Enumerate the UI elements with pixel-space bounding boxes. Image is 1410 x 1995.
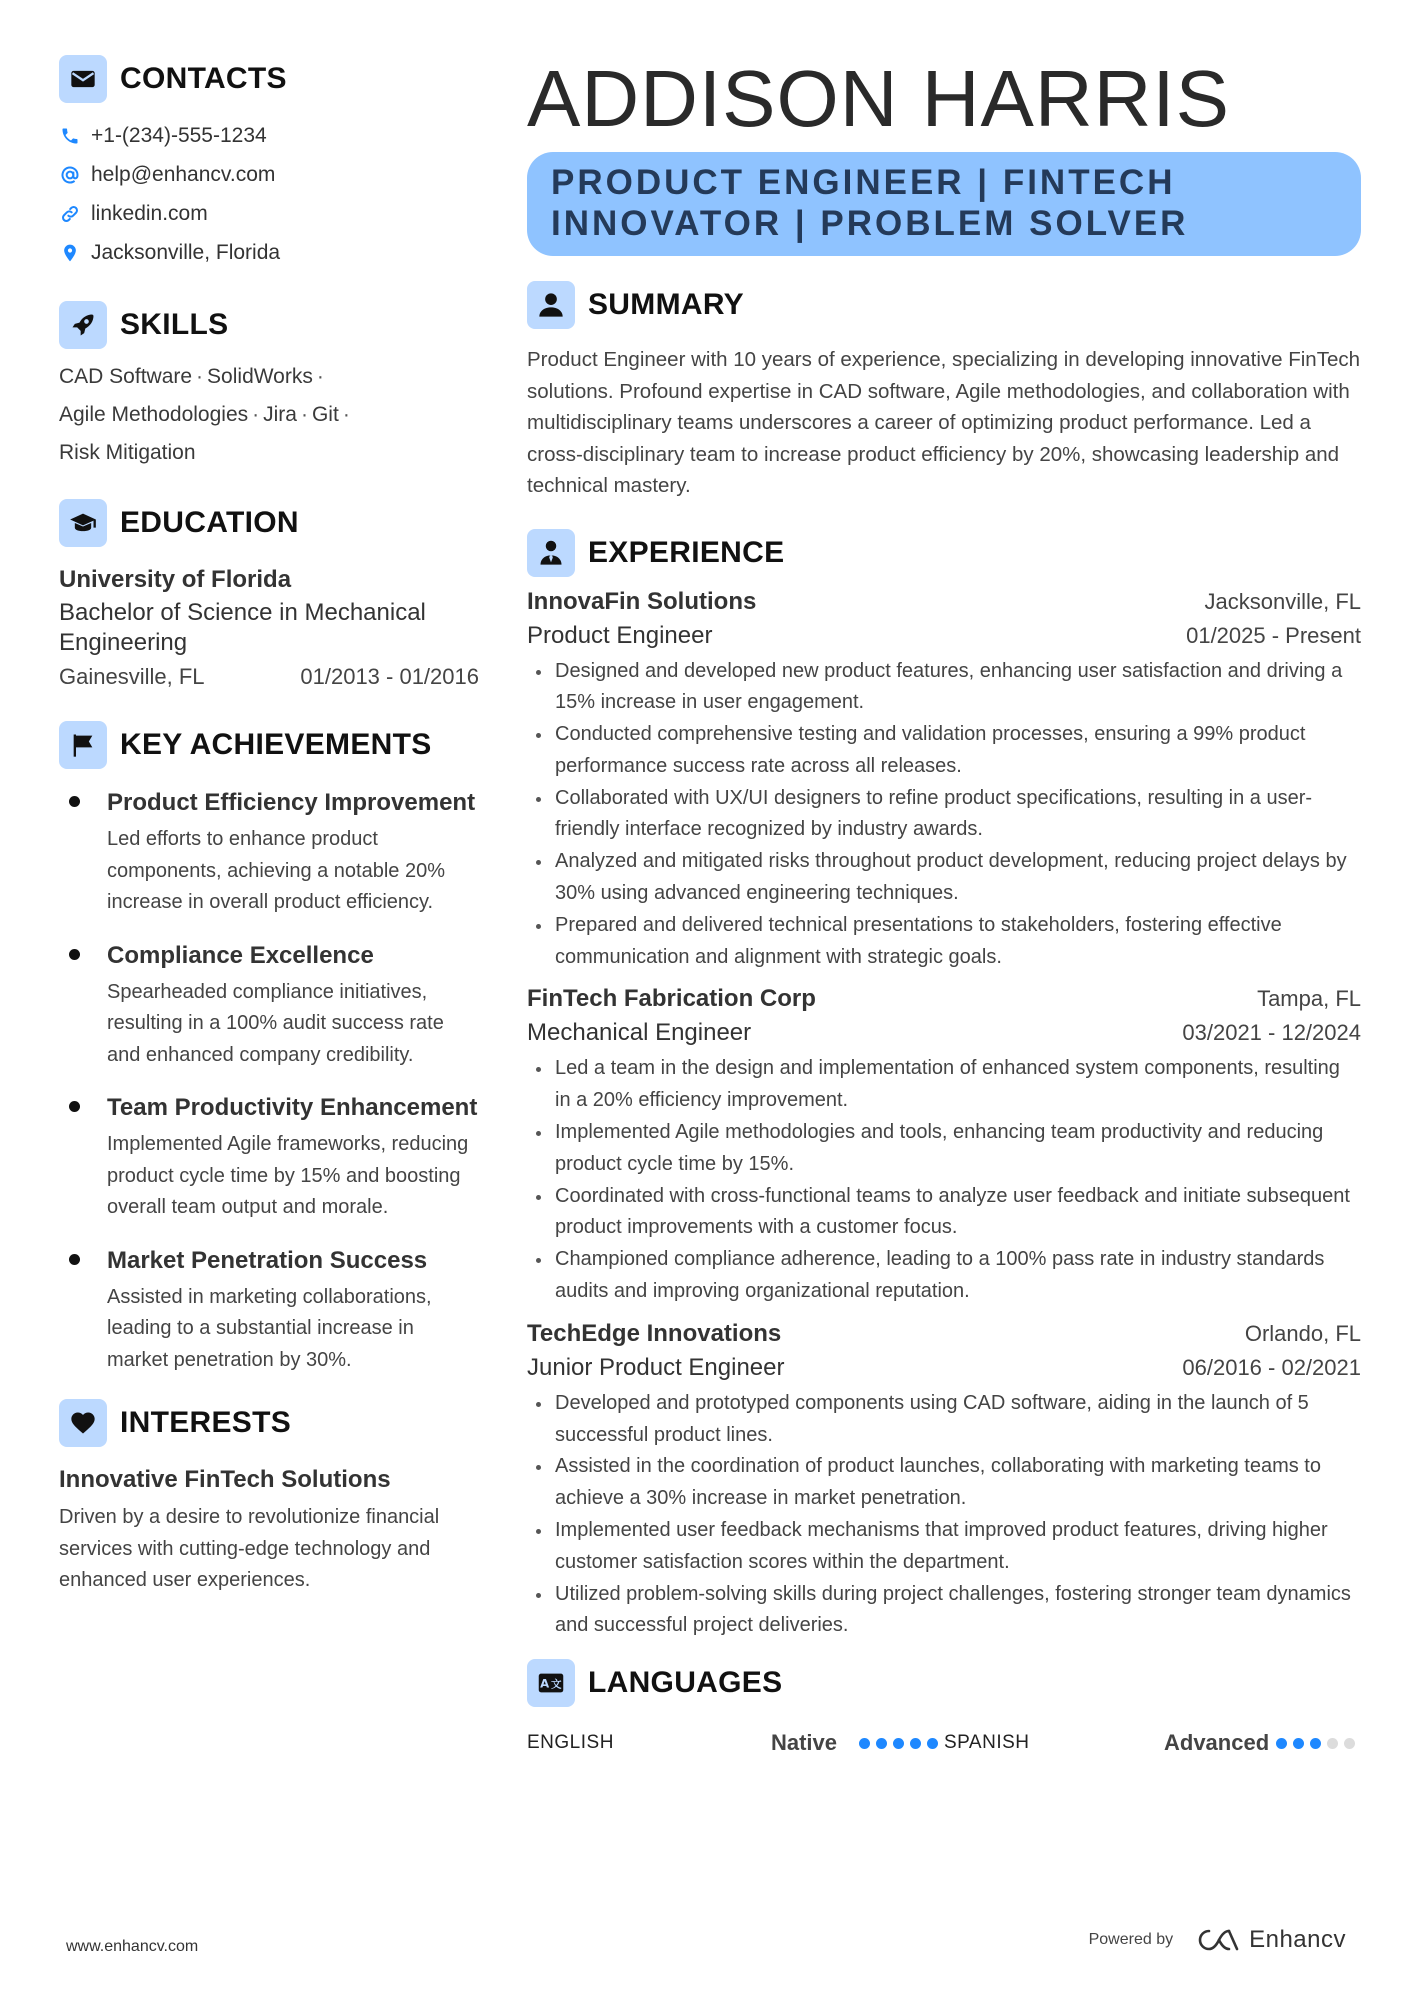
contact-text: help@enhancv.com — [91, 162, 276, 186]
bullet-item: Conducted comprehensive testing and validation processes, ensuring a 99% product performance success rate across all releases. — [527, 719, 1361, 783]
contact-text: Jacksonville, Florida — [91, 240, 281, 264]
interest-title: Innovative FinTech Solutions — [59, 1466, 391, 1493]
bullet-item: Led a team in the design and implementation of enhanced system components, resulting in a 20% efficiency improvement. — [527, 1053, 1361, 1117]
skills-line — [59, 358, 479, 396]
language-level: Advanced — [1164, 1730, 1270, 1756]
proficiency-dot — [876, 1738, 887, 1749]
job-location: Orlando, FL — [1244, 1320, 1361, 1346]
language-item — [944, 1730, 1361, 1756]
skills-line — [59, 434, 479, 472]
language-item — [527, 1730, 944, 1756]
experience-header-row — [527, 588, 1361, 616]
skill-separator: · — [342, 403, 350, 426]
job-location: Jacksonville, FL — [1204, 588, 1361, 614]
skills-line — [59, 396, 479, 434]
envelope-icon — [59, 55, 107, 103]
achievement-description: Implemented Agile frameworks, reducing product cycle time by 15% and boosting overall team output and morale. — [107, 1133, 469, 1218]
achievement-title: Compliance Excellence — [107, 941, 374, 969]
education-degree: Bachelor of Science in Mechanical Engineering — [59, 599, 426, 656]
languages-list — [527, 1726, 1361, 1760]
svg-text:A: A — [540, 1676, 550, 1691]
experience-role-row — [527, 1019, 1361, 1047]
job-dates: 03/2021 - 12/2024 — [1182, 1020, 1361, 1046]
achievement-bullets — [527, 1388, 1361, 1642]
heart-icon — [59, 1399, 107, 1447]
languages-header — [527, 1658, 1361, 1708]
footer-branding — [1089, 1926, 1346, 1954]
proficiency-dot — [1344, 1738, 1355, 1749]
skill-separator: · — [300, 403, 308, 426]
experience-entry — [527, 1320, 1361, 1642]
skill-separator: · — [196, 365, 204, 388]
tagline-banner — [527, 152, 1361, 256]
proficiency-dot — [1276, 1738, 1287, 1749]
company-name: TechEdge Innovations — [527, 1319, 782, 1347]
bullet-item: Designed and developed new product features, enhancing user satisfaction and driving a 15% increase in user engagement. — [527, 656, 1361, 720]
achievement-item — [59, 941, 479, 1072]
skill-item: CAD Software — [59, 365, 193, 388]
education-header — [59, 498, 479, 548]
powered-by-label: Powered by — [1088, 1931, 1174, 1948]
contacts-list — [59, 116, 479, 272]
section-title: SKILLS — [120, 308, 229, 341]
experience-header-row — [527, 1320, 1361, 1348]
skill-item: Jira — [263, 403, 297, 426]
education-school: University of Florida — [59, 566, 292, 593]
contact-text: linkedin.com — [91, 201, 208, 225]
job-title: Product Engineer — [527, 621, 713, 649]
skill-item: Git — [311, 403, 339, 426]
experience-section — [527, 528, 1361, 1643]
person-icon — [527, 281, 575, 329]
bullet-item: Developed and prototyped components using CAD software, aiding in the launch of 5 successful product lines. — [527, 1388, 1361, 1452]
graduation-cap-icon — [59, 499, 107, 547]
experience-header-row — [527, 985, 1361, 1013]
summary-section — [527, 280, 1361, 502]
experience-list — [527, 588, 1361, 1643]
bullet-item: Analyzed and mitigated risks throughout product development, reducing project delays by 30% using advanced engineering techniques. — [527, 846, 1361, 910]
section-title: SUMMARY — [588, 288, 744, 321]
bullet-dot — [69, 796, 80, 807]
bullet-item: Coordinated with cross-functional teams to analyze user feedback and initiate subsequent product improvements with a customer focus. — [527, 1181, 1361, 1245]
left-column — [59, 54, 479, 1597]
contact-item[interactable] — [59, 116, 479, 155]
summary-text: Product Engineer with 10 years of experience, specializing in developing innovative FinTech solutions. Profound expertise in CAD software, Agile methodologies, and collaboration with multidisciplinary teams underscores a career of optimizing product performance. Led a cross-disciplinary team to increase product efficiency by 20%, showcasing leadership and technical mastery. — [527, 348, 1361, 497]
achievement-bullets — [527, 656, 1361, 974]
briefcase-person-icon — [527, 529, 575, 577]
proficiency-dot — [910, 1738, 921, 1749]
education-section — [59, 498, 479, 690]
proficiency-dot — [927, 1738, 938, 1749]
enhancv-logo-icon — [1195, 1927, 1243, 1953]
job-dates: 01/2025 - Present — [1186, 622, 1361, 648]
enhancv-logo[interactable] — [1195, 1926, 1346, 1954]
bullet-item: Championed compliance adherence, leading to a 100% pass rate in industry standards audits and improving organizational reputation. — [527, 1244, 1361, 1308]
bullet-item: Collaborated with UX/UI designers to refine product specifications, resulting in a user-friendly interface recognized by industry awards. — [527, 783, 1361, 847]
achievements-list — [59, 788, 479, 1376]
right-column — [527, 54, 1361, 1760]
translate-icon — [527, 1659, 575, 1707]
company-name: FinTech Fabrication Corp — [527, 985, 816, 1013]
skill-separator: · — [316, 365, 324, 388]
bullet-item: Assisted in the coordination of product launches, collaborating with marketing teams to achieve a 30% increase in market penetration. — [527, 1451, 1361, 1515]
summary-header — [527, 280, 1361, 330]
achievement-description: Led efforts to enhance product components, achieving a notable 20% increase in overall product efficiency. — [107, 828, 446, 913]
skill-separator: · — [252, 403, 260, 426]
contact-item[interactable] — [59, 155, 479, 194]
contacts-header — [59, 54, 479, 104]
interest-description: Driven by a desire to revolutionize financial services with cutting-edge technology and enhanced user experiences. — [59, 1506, 440, 1591]
achievement-title: Market Penetration Success — [107, 1246, 428, 1274]
bullet-item: Implemented Agile methodologies and tools, enhancing team productivity and reducing product cycle time by 15%. — [527, 1117, 1361, 1181]
language-name: ENGLISH — [527, 1732, 614, 1754]
job-title: Mechanical Engineer — [527, 1019, 752, 1047]
link-icon — [59, 203, 81, 225]
contact-text: +1-(234)-555-1234 — [91, 123, 267, 147]
experience-entry — [527, 985, 1361, 1307]
interests-header — [59, 1398, 479, 1448]
achievement-item — [59, 788, 479, 919]
education-dates: 01/2013 - 01/2016 — [300, 664, 479, 689]
section-title: KEY ACHIEVEMENTS — [120, 728, 432, 761]
skill-item: Risk Mitigation — [59, 441, 196, 464]
bullet-item: Implemented user feedback mechanisms that improved product features, driving higher customer satisfaction scores within the department. — [527, 1515, 1361, 1579]
proficiency-dot — [893, 1738, 904, 1749]
company-name: InnovaFin Solutions — [527, 587, 757, 615]
education-location: Gainesville, FL — [59, 664, 205, 689]
achievement-title: Team Productivity Enhancement — [107, 1094, 478, 1121]
experience-role-row — [527, 622, 1361, 650]
contact-item[interactable] — [59, 194, 479, 233]
phone-icon — [59, 125, 81, 147]
experience-role-row — [527, 1354, 1361, 1382]
achievements-header — [59, 720, 479, 770]
achievement-title: Product Efficiency Improvement — [107, 789, 476, 816]
achievement-description: Spearheaded compliance initiatives, resulting in a 100% audit success rate and enhanced company credibility. — [107, 980, 444, 1066]
bullet-dot — [69, 949, 80, 960]
bullet-item: Utilized problem-solving skills during project challenges, fostering stronger team dynamics and successful project deliveries. — [527, 1579, 1361, 1643]
section-title: CONTACTS — [120, 62, 287, 95]
bullet-dot — [69, 1254, 80, 1265]
bullet-item: Prepared and delivered technical presentations to stakeholders, fostering effective communication and alignment with strategic goals. — [527, 910, 1361, 974]
section-title: EDUCATION — [120, 506, 299, 539]
candidate-name: ADDISON HARRIS — [527, 54, 1230, 143]
section-title: LANGUAGES — [588, 1666, 783, 1700]
section-title: INTERESTS — [120, 1406, 292, 1439]
contacts-section — [59, 54, 479, 272]
experience-header — [527, 528, 1361, 578]
achievements-section — [59, 720, 479, 1376]
contact-item[interactable] — [59, 233, 479, 272]
achievement-item — [59, 1093, 479, 1224]
proficiency-dot — [1310, 1738, 1321, 1749]
proficiency-dots — [1276, 1738, 1361, 1749]
experience-entry — [527, 588, 1361, 974]
bullet-dot — [69, 1101, 80, 1112]
proficiency-dot — [1293, 1738, 1304, 1749]
proficiency-dot — [1327, 1738, 1338, 1749]
skills-section — [59, 300, 479, 472]
proficiency-dots — [859, 1738, 944, 1749]
tagline-text: PRODUCT ENGINEER | FINTECH INNOVATOR | PROBLEM SOLVER — [551, 163, 1189, 243]
footer-website[interactable]: www.enhancv.com — [66, 1938, 199, 1955]
svg-text:文: 文 — [551, 1678, 562, 1691]
achievement-bullets — [527, 1053, 1361, 1307]
achievement-item — [59, 1246, 479, 1377]
skill-item: Agile Methodologies — [59, 403, 249, 426]
job-dates: 06/2016 - 02/2021 — [1182, 1354, 1361, 1380]
language-level: Native — [770, 1730, 837, 1756]
proficiency-dot — [859, 1738, 870, 1749]
language-name: SPANISH — [944, 1732, 1030, 1754]
at-icon — [59, 164, 81, 186]
skill-item: SolidWorks — [207, 365, 313, 388]
skills-header — [59, 300, 479, 350]
languages-section — [527, 1658, 1361, 1760]
flag-icon — [59, 721, 107, 769]
skills-list — [59, 358, 479, 472]
job-title: Junior Product Engineer — [527, 1353, 785, 1381]
interests-section — [59, 1398, 479, 1597]
education-meta — [59, 664, 479, 690]
achievement-description: Assisted in marketing collaborations, leading to a substantial increase in market penetration by 30%. — [107, 1285, 432, 1371]
rocket-icon — [59, 301, 107, 349]
section-title: EXPERIENCE — [588, 535, 785, 569]
job-location: Tampa, FL — [1257, 986, 1361, 1012]
brand-name: Enhancv — [1249, 1926, 1346, 1953]
location-pin-icon — [59, 242, 81, 264]
